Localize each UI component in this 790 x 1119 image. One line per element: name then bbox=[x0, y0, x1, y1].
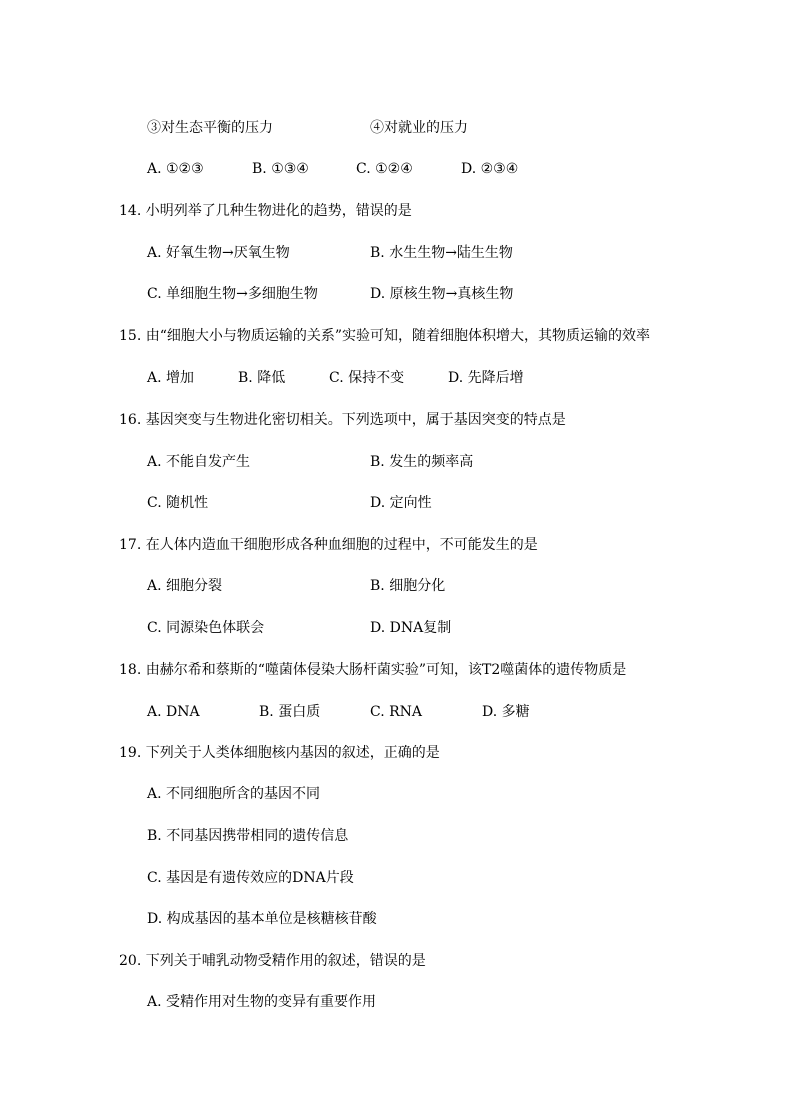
q19-option-c: C. 基因是有遗传效应的DNA片段 bbox=[147, 870, 354, 886]
q16-option-c: C. 随机性 bbox=[147, 495, 209, 511]
q16-option-a: A. 不能自发产生 bbox=[147, 454, 251, 470]
q20-stem: 20. 下列关于哺乳动物受精作用的叙述，错误的是 bbox=[119, 953, 426, 969]
q14-option-b: B. 水生生物→陆生生物 bbox=[370, 245, 513, 261]
q15-option-a: A. 增加 bbox=[147, 370, 195, 386]
q19-stem: 19. 下列关于人类体细胞核内基因的叙述，正确的是 bbox=[119, 745, 440, 761]
q15-option-b: B. 降低 bbox=[238, 370, 286, 386]
q14-option-d: D. 原核生物→真核生物 bbox=[370, 286, 514, 302]
q17-option-a: A. 细胞分裂 bbox=[147, 578, 223, 594]
q15-stem: 15. 由“细胞大小与物质运输的关系”实验可知，随着细胞体积增大，其物质运输的效率 bbox=[119, 328, 651, 344]
q17-stem: 17. 在人体内造血干细胞形成各种血细胞的过程中，不可能发生的是 bbox=[119, 537, 538, 553]
q19-option-a: A. 不同细胞所含的基因不同 bbox=[147, 786, 321, 802]
q16-option-d: D. 定向性 bbox=[370, 495, 432, 511]
q16-option-b: B. 发生的频率高 bbox=[370, 454, 474, 470]
q18-stem: 18. 由赫尔希和蔡斯的“噬菌体侵染大肠杆菌实验”可知，该T2噬菌体的遗传物质是 bbox=[119, 662, 627, 678]
q17-option-b: B. 细胞分化 bbox=[370, 578, 446, 594]
q18-option-c: C. RNA bbox=[370, 704, 423, 720]
q14-option-a: A. 好氧生物→厌氧生物 bbox=[147, 245, 290, 261]
q19-option-b: B. 不同基因携带相同的遗传信息 bbox=[147, 828, 349, 844]
q13-item-3: ③对生态平衡的压力 bbox=[147, 120, 273, 136]
q15-option-d: D. 先降后增 bbox=[448, 370, 524, 386]
q20-option-a: A. 受精作用对生物的变异有重要作用 bbox=[147, 994, 377, 1010]
q18-option-d: D. 多糖 bbox=[482, 704, 530, 720]
q13-item-4: ④对就业的压力 bbox=[370, 120, 468, 136]
q16-stem: 16. 基因突变与生物进化密切相关。下列选项中，属于基因突变的特点是 bbox=[119, 412, 566, 428]
q19-option-d: D. 构成基因的基本单位是核糖核苷酸 bbox=[147, 911, 377, 927]
q17-option-c: C. 同源染色体联会 bbox=[147, 620, 265, 636]
q17-option-d: D. DNA复制 bbox=[370, 620, 452, 636]
q13-option-d: D. ②③④ bbox=[461, 161, 519, 177]
q13-option-c: C. ①②④ bbox=[356, 161, 413, 177]
q14-option-c: C. 单细胞生物→多细胞生物 bbox=[147, 286, 318, 302]
q13-option-b: B. ①③④ bbox=[252, 161, 309, 177]
q18-option-a: A. DNA bbox=[147, 704, 200, 720]
q13-option-a: A. ①②③ bbox=[147, 161, 204, 177]
q14-stem: 14. 小明列举了几种生物进化的趋势，错误的是 bbox=[119, 203, 412, 219]
q15-option-c: C. 保持不变 bbox=[329, 370, 405, 386]
q18-option-b: B. 蛋白质 bbox=[259, 704, 321, 720]
